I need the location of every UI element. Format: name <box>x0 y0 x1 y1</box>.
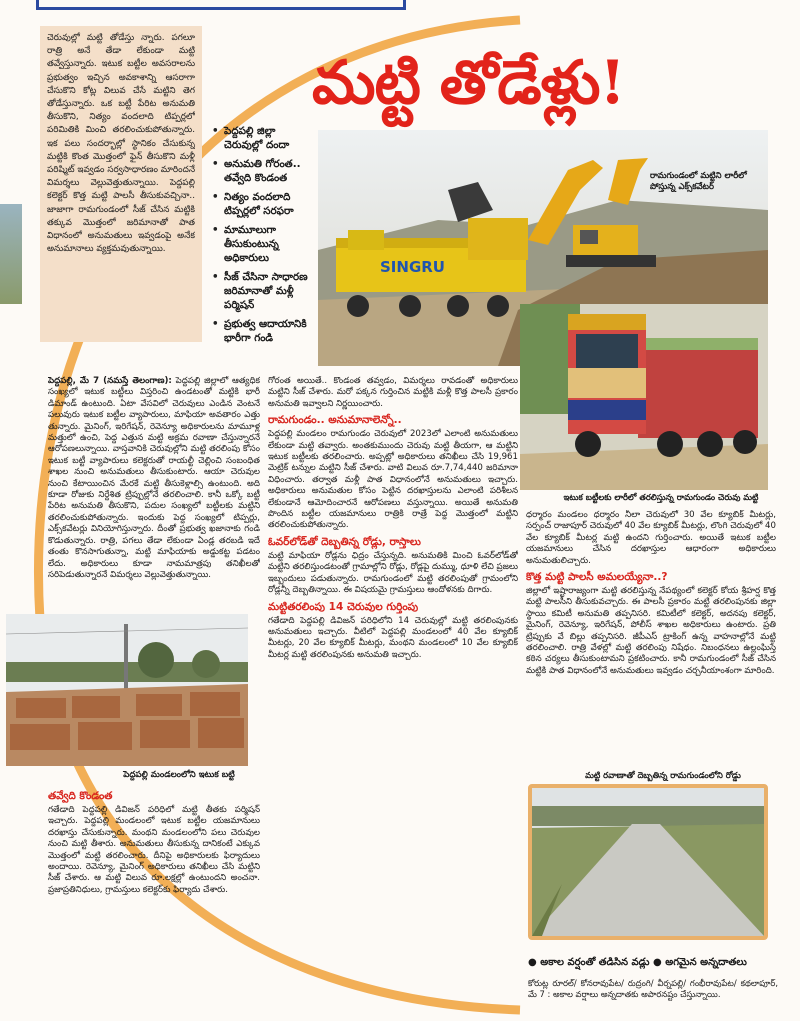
bottom-strip <box>528 956 778 1018</box>
intro-text: చెరువుల్లో మట్టి తోడేస్తు న్నారు. పగలూ రాత్రి అనే తేడా లేకుండా మట్టి తవ్వేస్తున్నారు. ఇటుక బట్టీల అవసరాలను ప్రభుత్వం ఇచ్చిన అవకాశాన్ని ఆసరాగా చేసుకొని కోట్ల విలువ చేసే మట్టిని తెగ తోడేస్తున్నారు. ఒక బట్టీ పేరిట అనుమతి తీసుకొని, నిత్యం వందలాది టిప్పర్లలో పరిమితికి మించి తరలించుకుపోతున్నారు. ఇక పలు సందర్భాల్లో స్థానికం చేసుకున్న మట్టికి కొంత మొత్తంలో ఫైన్ తీసుకొని మళ్లీ పరిష్మిట్ ఇవ్వడం సర్వసాధారణం మారిందనే విమర్శలు వెల్లువెత్తుతున్నాయి. పెద్దపల్లి కలెక్టర్ కొత్త మట్టి పాలసీ తీసుకువచ్చినా.. జాజాగా రామగుండంలో సీజ్ చేసిన మట్టికి తక్కువ మొత్తంలో జరిమానాతో పాత విధానంలో అనుమతులు ఇవ్వడంపై అనేక అనుమానాలు వ్యక్తమవుతున్నాయి. <box>47 33 195 255</box>
intro-box <box>40 26 202 342</box>
photo-truck <box>520 304 768 490</box>
headline: మట్టి తోడేళ్లు! <box>312 48 625 118</box>
col2-body: గోరంత అయితే.. కొండంత తవ్వడం, విమర్శలు రావడంతో అధికారులు మట్టిని సీజ్ చేశారు. మరో పక్కన గుర్తించిన మట్టికి మళ్లీ కొత్త పాలసీ ప్రకారం అనుమతి ఇవ్వాలని నిర్ణయించారు. <box>268 376 518 409</box>
strip-label-1: అకాల వర్షంతో తడిసిన వడ్లు <box>540 957 650 968</box>
bullet-item: • మామూలుగా తీసుకుంటున్న అధికారులు <box>212 223 316 265</box>
strip-bullet-icon: ● <box>528 957 541 968</box>
truck-label: SINGRU <box>380 258 445 276</box>
bottom-left-body: గతేడాది పెద్దపల్లి డివిజన్ పరిధిలో మట్టి తీతకు పర్మిషన్ ఇచ్చారు. పెద్దపల్లి మండలంలో ఇటుక బట్టీల యజమానులు దరఖాస్తు చేసుకున్నారు. మంథని మండలంలోని పలు చెరువుల నుంచి మట్టి తీశారు. అనుమతులు తీసుకున్న దానికంటే ఎక్కువ మొత్తంలో మట్టి తరలించారు. దీనిపై అధికారులకు ఫిర్యాదులు అందాయి. రెవెన్యూ, మైనింగ్ అధికారులు తనిఖీలు చేసి మట్టిని సీజ్ చేశారు. ఆ మట్టి విలువ రూ.లక్షల్లో ఉంటుందని అంచనా. ప్రజాప్రతినిధులు, గ్రామస్తులు కలెక్టర్‌కు ఫిర్యాదు చేశారు. <box>48 805 260 895</box>
photo4-caption: మట్టి రవాణాతో దెబ్బతిన్న రామగుండంలోని రోడ్డు <box>585 770 741 780</box>
subheading: ఓవర్‌లోడ్‌తో దెబ్బతిన్న రోడ్లు, రాస్తాలు <box>268 535 421 548</box>
bullet-item: • నిత్యం వందలాది టిప్పర్లలో సరఫరా <box>212 190 316 218</box>
bullet-item: • పెద్దపల్లి జిల్లా చెరువుల్లో దందా <box>212 124 316 152</box>
dateline: పెద్దపల్లి, మే 7 (నమస్తే తెలంగాణ): <box>48 376 172 386</box>
photo3-caption: పెద్దపల్లి మండలంలోని ఇటుక బట్టి <box>123 770 235 780</box>
col3-body: ధర్మారం మండలం ధర్మారం నీలా చెరువులో 30 వేల క్యూబిక్ మీటర్లు, సర్పంచ్ రాజాపూర్ చెరువులో 40 వేల క్యూబిక్ మీటర్లు, లొంగి చెరువులో 40 వేల క్యూబిక్ మీటర్ల మట్టి ఉందని గుర్తించారు. అయితే ఇటుక బట్టీల యజమానులు చేసిన దరఖాస్తుల ఆధారంగా అధికారులు అనుమతులిచ్చారు. <box>526 510 776 566</box>
col2-body4: గతేడాది పెద్దపల్లి డివిజన్ పరిధిలోని 14 చెరువుల్లో మట్టి తరలింపునకు అనుమతులు ఇచ్చారు. వీటిలో పెద్దపల్లి మండలంలో 40 వేల క్యూబిక్ మీటర్లు, 20 వేల క్యూబిక్ మీటర్లు, మంథని మండలంలో 10 వేల క్యూబిక్ మీటర్ల మట్టి తరలింపునకు అనుమతి ఇచ్చారు. <box>268 615 518 660</box>
top-banner <box>0 0 800 12</box>
col1-body: పెద్దపల్లి జిల్లాలో ఆత్యధిక సంఖ్యలో ఇటుక బట్టీలు విస్తరించి ఉండటంతో మట్టికి భారీ డిమాండ్ ఉంటుంది. ఏటా వేసవిలో చెరువులు ఎండిన వెంటనే పలువురు ఇటుక బట్టీల వ్యాపారులు, మాఫియా అవతారం ఎత్తు తున్నారు. మైనింగ్, ఇరిగేషన్, రెవెన్యూ అధికారులను మామూళ్ల మత్తులో ఉంచి, పెద్ద ఎత్తున మట్టి అక్రమ రవాణా చేస్తున్నారనే ఆరోపణలున్నాయి. వాస్తవానికి చెరువుల్లోని మట్టి తరలింపు కోసం ఇటుక బట్టీ వ్యాపారులు కలెక్టరుతో రాయల్టీ చెల్లించి సంబంధిత శాఖల నుంచి అనుమతులు తీసుకుంటారు. ఆయా చెరువుల నుంచి కేటాయించిన మేరకే మట్టి తీసుకెళ్లాల్సి ఉంటుంది. అది కూడా రోజుకు నిర్దేశిత ట్రిప్పుల్లోనే తరలించాలి. కానీ ఒక్కో బట్టీ పేరిట అనుమతి తీసుకొని, పదుల సంఖ్యలో బట్టీలకు మట్టిని తరలించుకుపోతున్నారు. ఇందుకు పెద్ద సంఖ్యలో టిప్పర్లు, ఎక్స్‌కవేటర్లు వినియోగిస్తున్నారు. దీంతో ప్రభుత్వ ఖజానాకు గండి కొడుతున్నారు. రాత్రి, పగలు తేడా లేకుండా ఏండ్ల తరబడి ఇదే తంతు కొనసాగుతున్నా, మట్టి మాఫియాకు అడ్డుకట్ట పడటం లేదు. అధికారులు కూడా నామమాత్రపు తనిఖీలతో సరిపెడుతున్నారనే విమర్శలు వెల్లువెత్తుతున్నాయి. <box>48 376 260 580</box>
bullet-item: • ప్రభుత్వ ఆదాయానికి భారీగా గండి <box>212 317 316 345</box>
col2-body3: మట్టి మాఫియా రోడ్లను ఛిద్రం చేస్తున్నది. అనుమతికి మించి ఓవర్‌లోడ్‌తో మట్టిని తరలిస్తుండటంతో గ్రామాల్లోని రోడ్లు, రోడ్లపై దుమ్ము, ధూళి లేచి ప్రజలు ఇబ్బందులు పడుతున్నారు. రామగుండంలో మట్టి తరలింపుతో గ్రామంలోని రోడ్లన్నీ దెబ్బతిన్నాయి. ఈ విషయమై గ్రామస్తులు ఆందోళనకు దిగారు. <box>268 550 518 596</box>
subheading: రామగుండం.. అనుమానాలెన్నో.. <box>268 414 402 427</box>
photo-brick-kiln <box>6 614 248 766</box>
article-column-1 <box>48 376 260 608</box>
article-column-3 <box>526 510 776 770</box>
photo2-caption: ఇటుక బట్టీలకు లారీలో తరలిస్తున్న రామగుండం చెరువు మట్టి <box>563 492 759 502</box>
bullet-item: • అనుమతి గోరంత.. తవ్వేది కొండంత <box>212 157 316 185</box>
photo-road <box>528 784 768 940</box>
subheading: తవ్వేది కొండంత <box>48 790 113 802</box>
article-column-bottom-left <box>48 786 260 1018</box>
bullet-item: • సీజ్ చేసినా సాధారణ జరిమానాతో మళ్లీ పర్మిషన్ <box>212 270 316 312</box>
strip-label-2: అగమైన అన్నదాతలు <box>665 957 747 968</box>
strip-bullet-icon: ● <box>652 957 666 968</box>
bullet-list <box>212 124 316 350</box>
subheading: కొత్త మట్టి పాలసీ అమలయ్యేనా..? <box>526 571 668 584</box>
clipped-left-column <box>0 14 26 1014</box>
col2-body2: పెద్దపల్లి మండలం రామగుండం చెరువులో 2023లో ఎలాంటి అనుమతులు లేకుండా మట్టి తవ్వారు. అంతకుముందు చెరువు మట్టి తీయగా, ఆ మట్టిని ఇటుక బట్టీలకు తరలించారు. అప్పట్లో అధికారులు తనిఖీలు చేసి 19,961 మెట్రిక్ టన్నుల మట్టిని సీజ్ చేశారు. వాటి విలువ రూ.7,74,440 జరిమానా విధించారు. తర్వాత మళ్లీ పాత విధానంలోనే అనుమతులు ఇచ్చారు. అధికారులు అనుమతుల కోసం పెట్టిన దరఖాస్తులను ఎలాంటి పరిశీలన లేకుండానే ఆమోదించారనే ఆరోపణలు వస్తున్నాయి. అయితే అనుమతి పొందిన బట్టీల యజమానులు రాత్రికి రాత్రే పెద్ద మొత్తంలో మట్టిని తరలించుకుపోతున్నారు. <box>268 429 518 531</box>
article-column-2 <box>268 376 518 976</box>
photo1-caption: రామగుండంలో మట్టిని లారీలో పోస్తున్న ఎక్స్‌కవేటర్ <box>650 170 747 191</box>
col3-body2: జిల్లాలో ఇష్టారాజ్యంగా మట్టి తరలిస్తున్న నేపథ్యంలో కలెక్టర్ కోయ శ్రీహర్ష కొత్త మట్టి పాలసీని తీసుకువచ్చారు. ఈ పాలసీ ప్రకారం మట్టి తరలింపునకు జిల్లా స్థాయి కమిటీ అనుమతి తప్పనిసరి. కమిటీలో కలెక్టర్, అదనపు కలెక్టర్, మైనింగ్, రెవెన్యూ, ఇరిగేషన్, పోలీస్ శాఖల అధికారులు ఉంటారు. ప్రతి ట్రిప్పుకు వే బిల్లు తప్పనిసరి. జీపీఎస్ ట్రాకింగ్ ఉన్న వాహనాల్లోనే మట్టి తరలించాలి. రాత్రి వేళల్లో మట్టి తరలింపు నిషేధం. నిబంధనలు ఉల్లంఘిస్తే కఠిన చర్యలు తీసుకుంటామని ప్రకటించారు. కానీ రామగుండంలో సీజ్ చేసిన మట్టికి పాత విధానంలోనే అనుమతులు ఇవ్వడం చర్చనీయాంశంగా మారింది. <box>526 586 776 676</box>
strip-body: కోరుట్ల రూరల్/ కోనరావుపేట/ రుద్రంగి/ వీర్నపల్లి/ గంభీరావుపేట/ కథలాపూర్, మే 7 : అకాల వర్షాలు అన్నదాతకు అపారనష్టం చేస్తున్నాయి. <box>528 978 778 1000</box>
subheading: మట్టితరలింపు 14 చెరువుల గుర్తింపు <box>268 600 419 613</box>
